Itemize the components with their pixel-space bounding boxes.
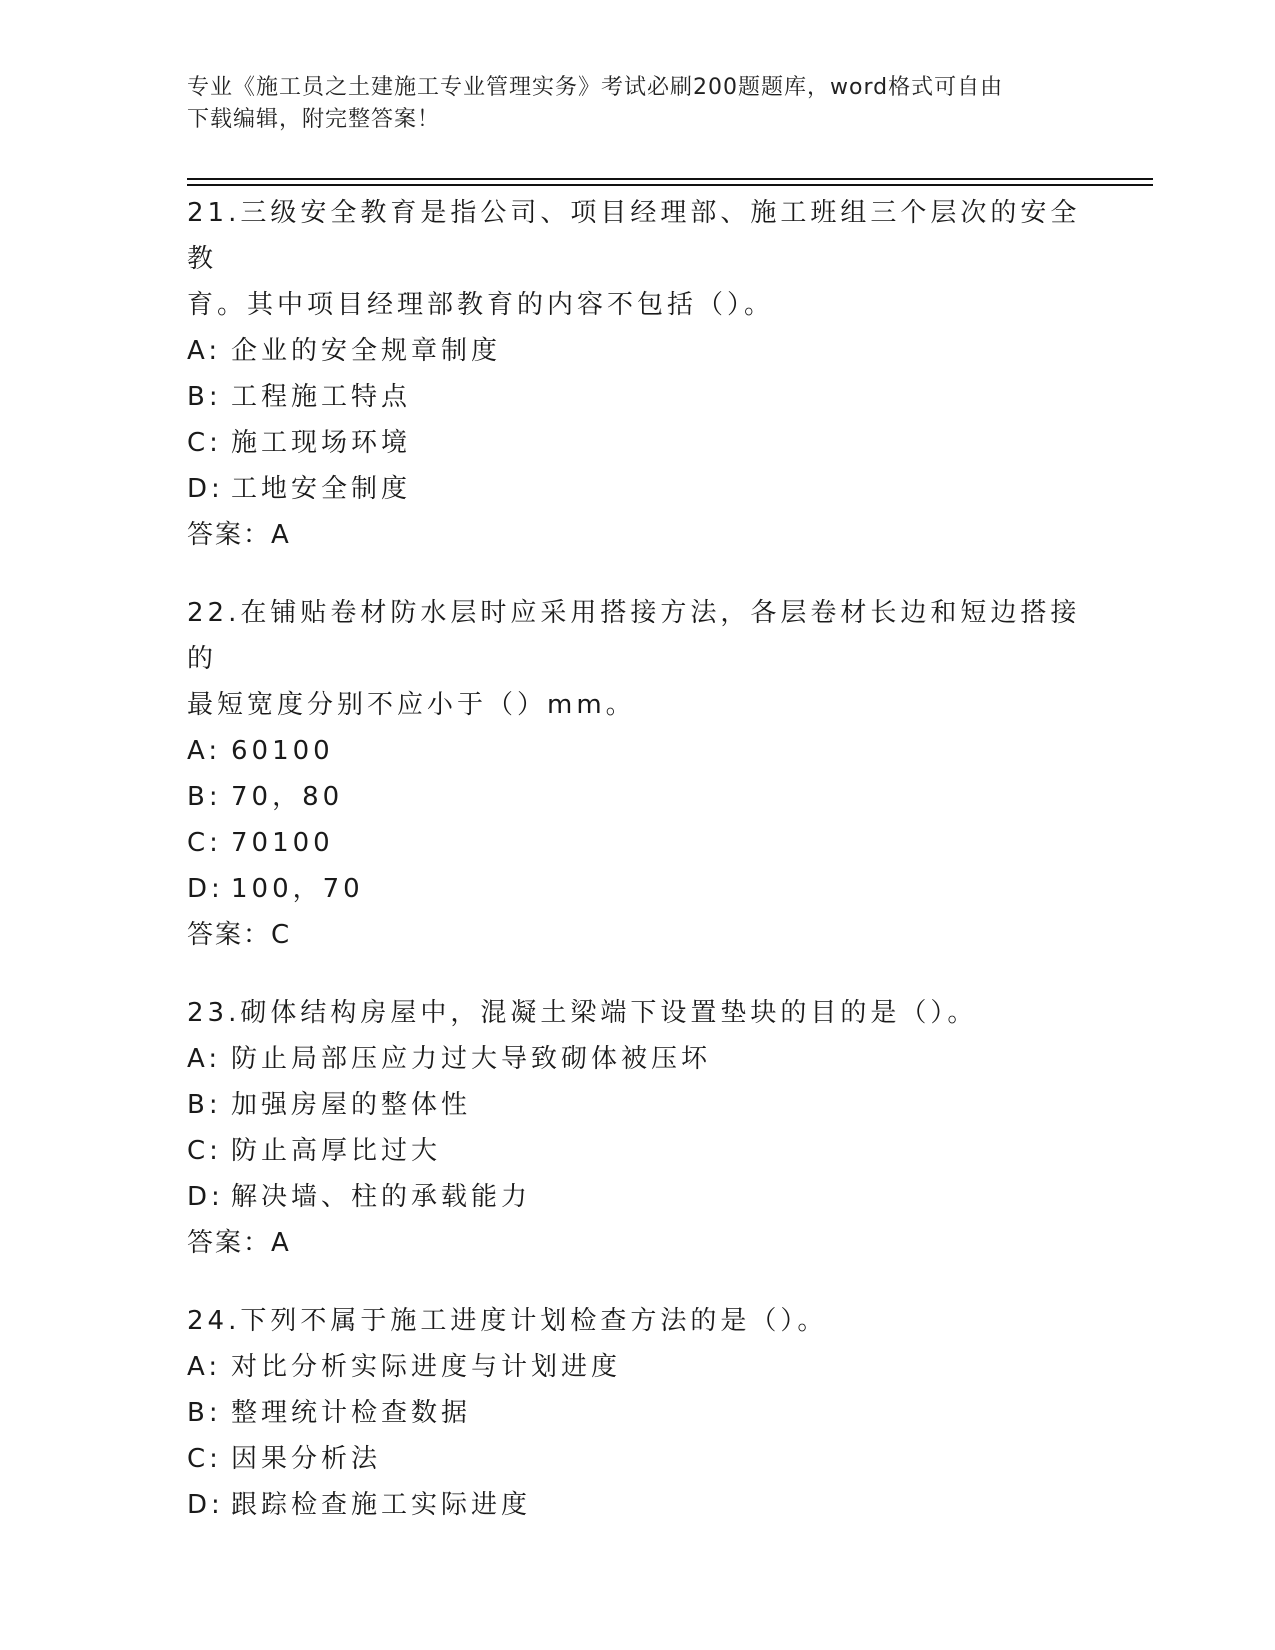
option-letter: B: [187,1398,222,1428]
option-c [187,1128,1087,1174]
option-letter: D: [187,1182,224,1212]
option-d [187,1174,1087,1220]
option-text: 整理统计检查数据 [231,1398,472,1428]
option-b [187,1390,1087,1436]
question-24 [187,1298,1087,1528]
answer-label: 答案：A [187,520,291,550]
question-22 [187,590,1087,958]
option-letter: B: [187,1090,222,1120]
option-letter: C: [187,428,222,458]
option-c [187,420,1087,466]
question-text-line-1: 24.下列不属于施工进度计划检查方法的是（）。 [187,1306,828,1336]
option-b [187,374,1087,420]
option-text: 防止高厚比过大 [231,1136,442,1166]
option-letter: A: [187,1044,222,1074]
option-letter: D: [187,1490,224,1520]
option-letter: B: [187,382,222,412]
question-text-line-1: 21.三级安全教育是指公司、项目经理部、施工班组三个层次的安全教 [187,198,1081,274]
option-d [187,466,1087,512]
option-text: 60100 [231,736,334,766]
question-text-line-2: 育。其中项目经理部教育的内容不包括（）。 [187,290,775,320]
option-letter: C: [187,1444,222,1474]
option-text: 企业的安全规章制度 [231,336,502,366]
option-c [187,820,1087,866]
option-text: 因果分析法 [231,1444,382,1474]
question-text-line-2: 最短宽度分别不应小于（）mm。 [187,690,636,720]
header-rule-top [187,178,1153,180]
option-text: 工程施工特点 [231,382,412,412]
question-21 [187,190,1087,558]
question-23 [187,990,1087,1266]
option-a [187,1344,1087,1390]
option-letter: D: [187,474,224,504]
option-letter: C: [187,828,222,858]
option-letter: C: [187,1136,222,1166]
header-rule-bottom [187,184,1153,186]
option-text: 解决墙、柱的承载能力 [231,1182,532,1212]
option-text: 对比分析实际进度与计划进度 [231,1352,622,1382]
option-c [187,1436,1087,1482]
option-letter: A: [187,1352,222,1382]
option-text: 70，80 [231,782,344,812]
option-a [187,1036,1087,1082]
option-b [187,774,1087,820]
option-a [187,328,1087,374]
option-letter: A: [187,336,222,366]
option-text: 70100 [231,828,334,858]
question-text-line-1: 22.在铺贴卷材防水层时应采用搭接方法，各层卷材长边和短边搭接的 [187,598,1081,674]
option-text: 跟踪检查施工实际进度 [231,1490,532,1520]
document-header [187,72,1067,136]
header-line-2: 下载编辑，附完整答案！ [187,107,441,132]
option-letter: B: [187,782,222,812]
answer-label: 答案：A [187,1228,291,1258]
option-text: 100，70 [231,874,364,904]
answer-label: 答案：C [187,920,292,950]
header-line-1: 专业《施工员之土建施工专业管理实务》考试必刷200题题库，word格式可自由 [187,75,1004,100]
option-d [187,866,1087,912]
option-text: 施工现场环境 [231,428,412,458]
option-b [187,1082,1087,1128]
option-a [187,728,1087,774]
option-text: 防止局部压应力过大导致砌体被压坏 [231,1044,712,1074]
option-letter: A: [187,736,222,766]
option-d [187,1482,1087,1528]
question-text-line-1: 23.砌体结构房屋中，混凝土梁端下设置垫块的目的是（）。 [187,998,978,1028]
option-letter: D: [187,874,224,904]
option-text: 工地安全制度 [231,474,412,504]
question-list [187,190,1087,1560]
option-text: 加强房屋的整体性 [231,1090,472,1120]
